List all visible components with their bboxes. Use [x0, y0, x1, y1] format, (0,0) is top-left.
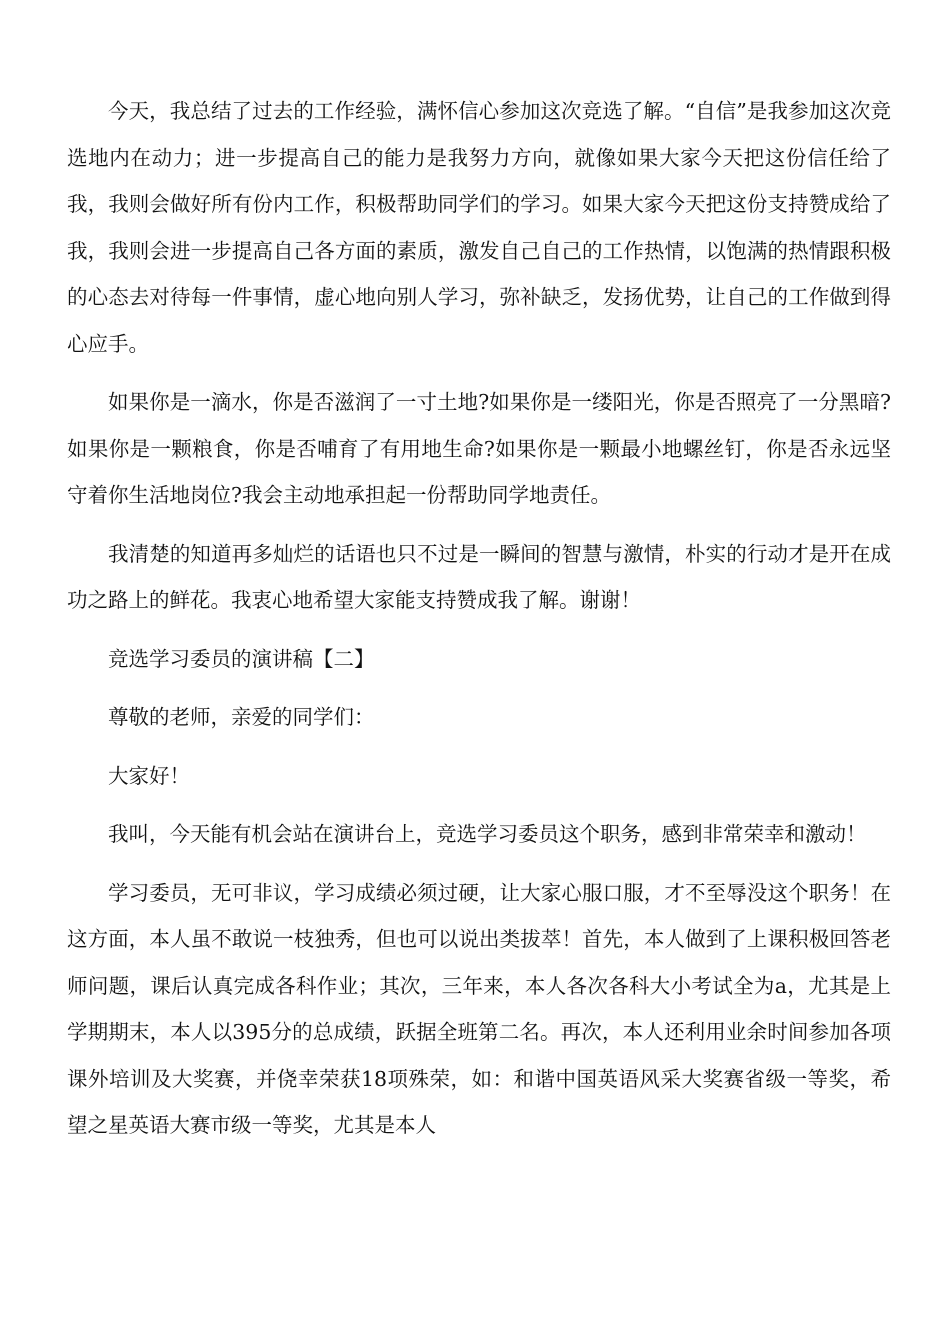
paragraph-closing-thanks: 我清楚的知道再多灿烂的话语也只不过是一瞬间的智慧与激情，朴实的行动才是开在成功之路上的鲜花。我衷心地希望大家能支持赞成我了解。谢谢！	[67, 541, 891, 612]
greeting: 大家好！	[108, 763, 190, 788]
paragraph-introduction: 我叫，今天能有机会站在演讲台上，竞选学习委员这个职务，感到非常荣幸和激动！	[108, 822, 867, 846]
section-heading: 竞选学习委员的演讲稿【二】	[108, 646, 375, 671]
paragraph-academic-record: 学习委员，无可非议，学习成绩必须过硬，让大家心服口服，才不至辱没这个职务！在这方面，本人虽不敢说一枝独秀，但也可以说出类拔萃！首先，本人做到了上课积极回答老师问题，课后认真完成各科作业；其次，三年来，本人各次各科大小考试全为a，尤其是上学期期末，本人以395分的总成绩，跃据全班第二名。再次，本人还利用业余时间参加各项课外培训及大奖赛，并侥幸荣获18项殊荣，如：和谐中国英语风采大奖赛省级一等奖，希望之星英语大赛市级一等奖，尤其是本人	[67, 880, 891, 1137]
document-body	[67, 88, 891, 1161]
paragraph-self-confidence: 今天，我总结了过去的工作经验，满怀信心参加这次竞选了解。“自信”是我参加这次竞选地内在动力；进一步提高自己的能力是我努力方向，就像如果大家今天把这份信任给了我，我则会做好所有份内工作，积极帮助同学们的学习。如果大家今天把这份支持赞成给了我，我则会进一步提高自己各方面的素质，激发自己自己的工作热情，以饱满的热情跟积极的心态去对待每一件事情，虚心地向别人学习，弥补缺乏，发扬优势，让自己的工作做到得心应手。	[67, 99, 891, 356]
paragraph-rhetorical-questions: 如果你是一滴水，你是否滋润了一寸土地?如果你是一缕阳光，你是否照亮了一分黑暗?如果你是一颗粮食，你是否哺育了有用地生命?如果你是一颗最小地螺丝钉，你是否永远坚守着你生活地岗位?我会主动地承担起一份帮助同学地责任。	[67, 390, 891, 507]
salutation: 尊敬的老师，亲爱的同学们：	[108, 705, 375, 729]
